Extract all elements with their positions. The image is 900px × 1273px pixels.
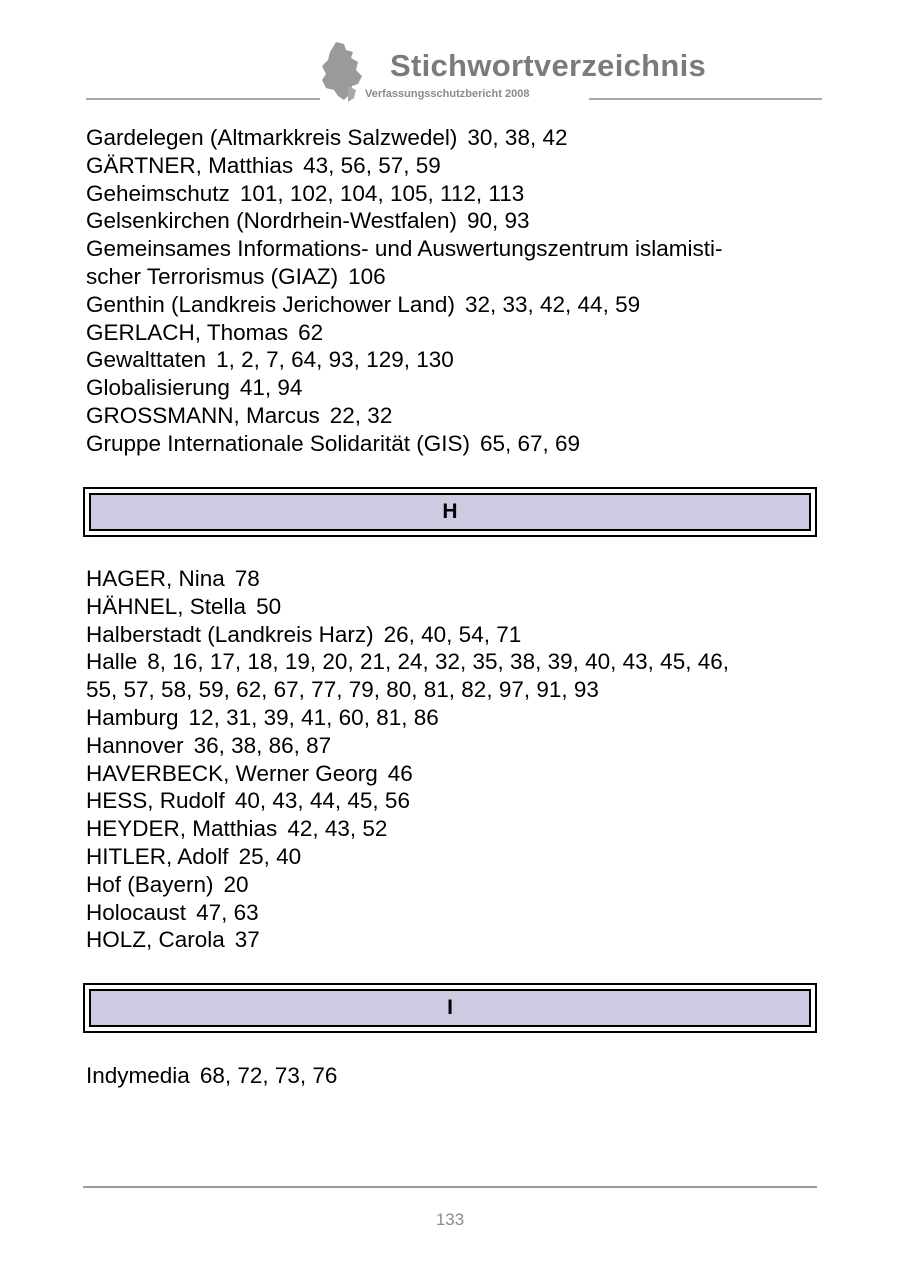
entry-pages: 20 [223,871,249,897]
entry-pages: 90, 93 [467,208,530,234]
index-entry [86,1062,826,1090]
entry-pages: 41, 94 [239,375,303,401]
index-entry [86,760,826,788]
entry-term: HITLER, Adolf [86,843,229,869]
index-entry [86,124,826,152]
letter-heading-i [83,983,817,1033]
index-section-i [86,1062,826,1090]
index-entry [86,899,826,927]
entry-term: Globalisierung [86,375,230,401]
entry-pages: 40, 43, 44, 45, 56 [234,788,410,814]
entry-pages: 36, 38, 86, 87 [193,732,332,758]
entry-pages: 22, 32 [329,402,393,428]
index-entry [86,565,826,593]
entry-term: Genthin (Landkreis Jerichower Land) [86,291,455,317]
index-entry [86,787,826,815]
index-entry [86,732,826,760]
entry-term: HEYDER, Matthias [86,816,278,842]
entry-term: Gruppe Internationale Solidarität (GIS) [86,430,470,456]
index-section-h [86,565,826,954]
index-entry [86,621,826,649]
index-entry [86,402,826,430]
index-entry [86,926,826,954]
index-entry [86,704,826,732]
index-entry [86,319,826,347]
letter-heading-h [83,487,817,537]
entry-term: HAVERBECK, Werner Georg [86,760,378,786]
entry-term: Holocaust [86,899,187,925]
entry-pages: 101, 102, 104, 105, 112, 113 [239,180,525,206]
index-entry [86,346,826,374]
letter-heading-label: H [89,493,811,531]
entry-term: GROSSMANN, Marcus [86,402,320,428]
entry-pages: 12, 31, 39, 41, 60, 81, 86 [188,704,439,730]
entry-term: Halberstadt (Landkreis Harz) [86,621,374,647]
entry-pages: 43, 56, 57, 59 [303,152,441,178]
entry-pages: 46 [387,760,413,786]
index-entry [86,871,826,899]
entry-pages: 65, 67, 69 [479,430,581,456]
index-entry [86,648,826,676]
index-entry [86,593,826,621]
index-section-g [86,124,826,458]
entry-term: HESS, Rudolf [86,788,225,814]
entry-term: HOLZ, Carola [86,927,225,953]
entry-term: GÄRTNER, Matthias [86,152,294,178]
entry-term: Indymedia [86,1063,190,1088]
entry-pages: 68, 72, 73, 76 [199,1063,338,1088]
entry-pages: 37 [234,927,260,953]
entry-term: scher Terrorismus (GIAZ) [86,263,339,289]
index-entry [86,676,826,704]
index-entry [86,815,826,843]
page-header [0,0,900,115]
entry-term: Gardelegen (Altmarkkreis Salzwedel) [86,125,458,150]
entry-term: Hannover [86,732,184,758]
entry-pages: 106 [348,263,386,289]
entry-pages: 32, 33, 42, 44, 59 [464,291,641,317]
index-entry [86,263,826,291]
entry-pages: 47, 63 [196,899,259,925]
entry-term: HAGER, Nina [86,566,225,591]
entry-pages: 26, 40, 54, 71 [383,621,522,647]
entry-term: HÄHNEL, Stella [86,593,247,619]
page-number: 133 [435,1210,465,1229]
entry-term: Gewalttaten [86,347,207,373]
entry-term: Geheimschutz [86,180,230,206]
entry-pages: 1, 2, 7, 64, 93, 129, 130 [216,347,454,373]
index-entry [86,374,826,402]
entry-pages: 42, 43, 52 [287,816,388,842]
entry-term: Gemeinsames Informations- und Auswertungszentrum islamisti- [86,236,723,262]
entry-pages: 62 [298,319,324,345]
entry-pages: 50 [256,593,282,619]
header-rule-right [589,98,822,100]
index-entry [86,843,826,871]
header-rule-left [86,98,320,100]
index-entry [86,207,826,235]
index-entry [86,430,826,458]
entry-term: Gelsenkirchen (Nordrhein-Westfalen) [86,208,457,234]
header-title: Stichwortverzeichnis [390,48,707,83]
index-entry [86,180,826,208]
entry-pages: 30, 38, 42 [467,125,568,150]
entry-term: Hof (Bayern) [86,871,214,897]
letter-heading-label: I [89,989,811,1027]
entry-term: 55, 57, 58, 59, 62, 67, 77, 79, 80, 81, 82, 97, 91, 93 [86,677,599,703]
entry-pages: 25, 40 [238,843,302,869]
index-entry [86,152,826,180]
entry-term: Halle [86,649,138,675]
footer-rule [83,1186,817,1188]
saxony-anhalt-map-logo-icon [318,40,370,104]
entry-pages: 78 [234,566,260,591]
entry-pages: 8, 16, 17, 18, 19, 20, 21, 24, 32, 35, 38, 39, 40, 43, 45, 46, [147,649,729,675]
header-subtitle: Verfassungsschutzbericht 2008 [365,88,530,100]
index-entry [86,291,826,319]
entry-term: GERLACH, Thomas [86,319,289,345]
index-entry [86,235,826,263]
entry-term: Hamburg [86,704,179,730]
